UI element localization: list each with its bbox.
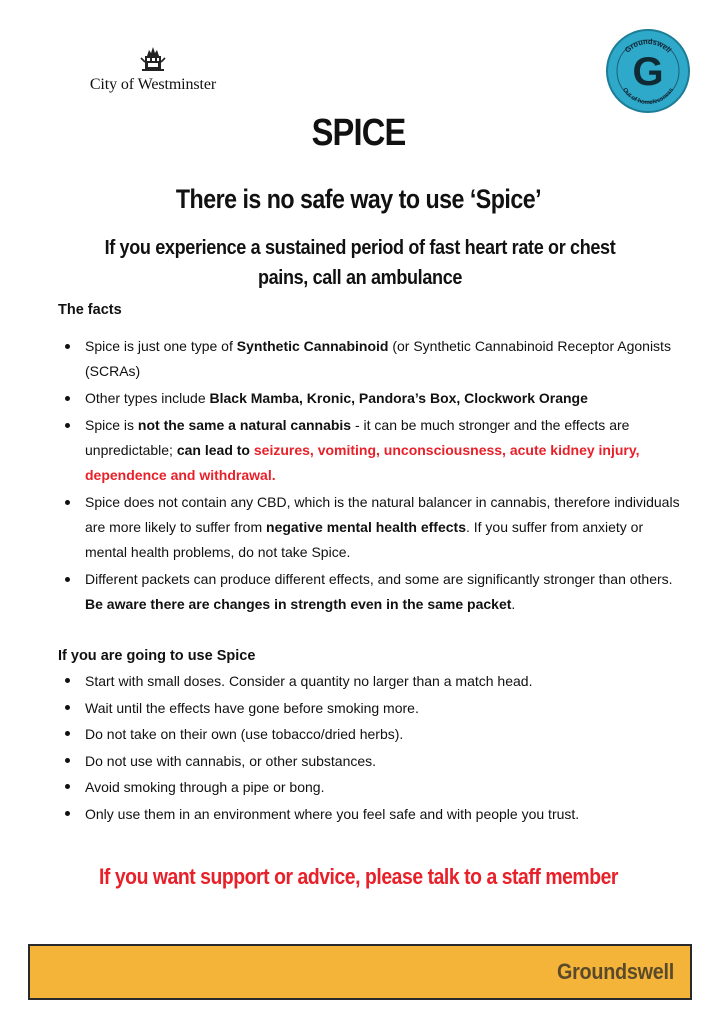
use-item: Wait until the effects have gone before smoking more.	[58, 695, 688, 722]
badge-text-top: Groundswell	[622, 36, 674, 55]
council-name: City of Westminster	[89, 76, 217, 93]
subtitle: There is no safe way to use ‘Spice’	[175, 184, 542, 214]
use-item: Start with small doses. Consider a quantity no larger than a match head.	[58, 668, 688, 695]
use-item: Only use them in an environment where you feel safe and with people you trust.	[58, 801, 688, 828]
fact-text: Spice is	[85, 417, 138, 433]
use-list	[58, 668, 688, 827]
fact-text: - it can be much stronger and the effects are unpredictable;	[85, 417, 630, 458]
facts-heading: The facts	[58, 302, 122, 318]
fact-text: (or Synthetic Cannabinoid Receptor Agonists (SCRAs)	[85, 338, 671, 379]
fact-text: Other types include	[85, 390, 210, 406]
fact-text: Spice does not contain any CBD, which is the natural balancer in cannabis, therefore individuals are more likely to suffer from	[85, 494, 680, 535]
badge-text-bottom: Out of homelessness	[621, 87, 675, 107]
fact-text: .	[511, 596, 516, 612]
fact-text: negative mental health effects	[266, 519, 466, 535]
footer-brand: Groundswell	[557, 959, 674, 984]
fact-item	[58, 490, 688, 565]
fact-text: Synthetic Cannabinoid	[236, 338, 389, 354]
use-item: Avoid smoking through a pipe or bong.	[58, 774, 688, 801]
fact-text: Be aware there are changes in strength even in the same packet	[85, 596, 512, 612]
use-item: Do not take on their own (use tobacco/dried herbs).	[58, 721, 688, 748]
fact-item	[58, 386, 688, 411]
fact-text: not the same a natural cannabis	[137, 417, 352, 433]
fact-item	[58, 567, 688, 617]
fact-item	[58, 413, 688, 488]
fact-text: can lead to	[176, 442, 254, 458]
fact-text: . If you suffer from anxiety or mental health problems, do not take Spice.	[85, 519, 644, 560]
westminster-logo	[78, 44, 228, 94]
crest-icon	[138, 44, 168, 74]
fact-text: Spice is just one type of	[85, 338, 237, 354]
fact-text: seizures, vomiting, unconsciousness, acute kidney injury, dependence and withdrawal.	[85, 442, 640, 483]
footer-bar	[28, 944, 692, 1000]
groundswell-badge	[605, 28, 691, 114]
support-message: If you want support or advice, please talk to a staff member	[98, 864, 619, 889]
facts-list	[58, 334, 688, 619]
fact-item	[58, 334, 688, 384]
ambulance-warning: If you experience a sustained period of fast heart rate or chest pains, call an ambulance	[104, 236, 616, 289]
use-item: Do not use with cannabis, or other substances.	[58, 748, 688, 775]
badge-letter: G	[632, 50, 664, 94]
fact-text: Black Mamba, Kronic, Pandora’s Box, Clockwork Orange	[209, 390, 588, 406]
page-title: SPICE	[311, 112, 406, 154]
use-heading: If you are going to use Spice	[58, 648, 256, 664]
fact-text: Different packets can produce different effects, and some are significantly stronger than others.	[85, 571, 673, 587]
